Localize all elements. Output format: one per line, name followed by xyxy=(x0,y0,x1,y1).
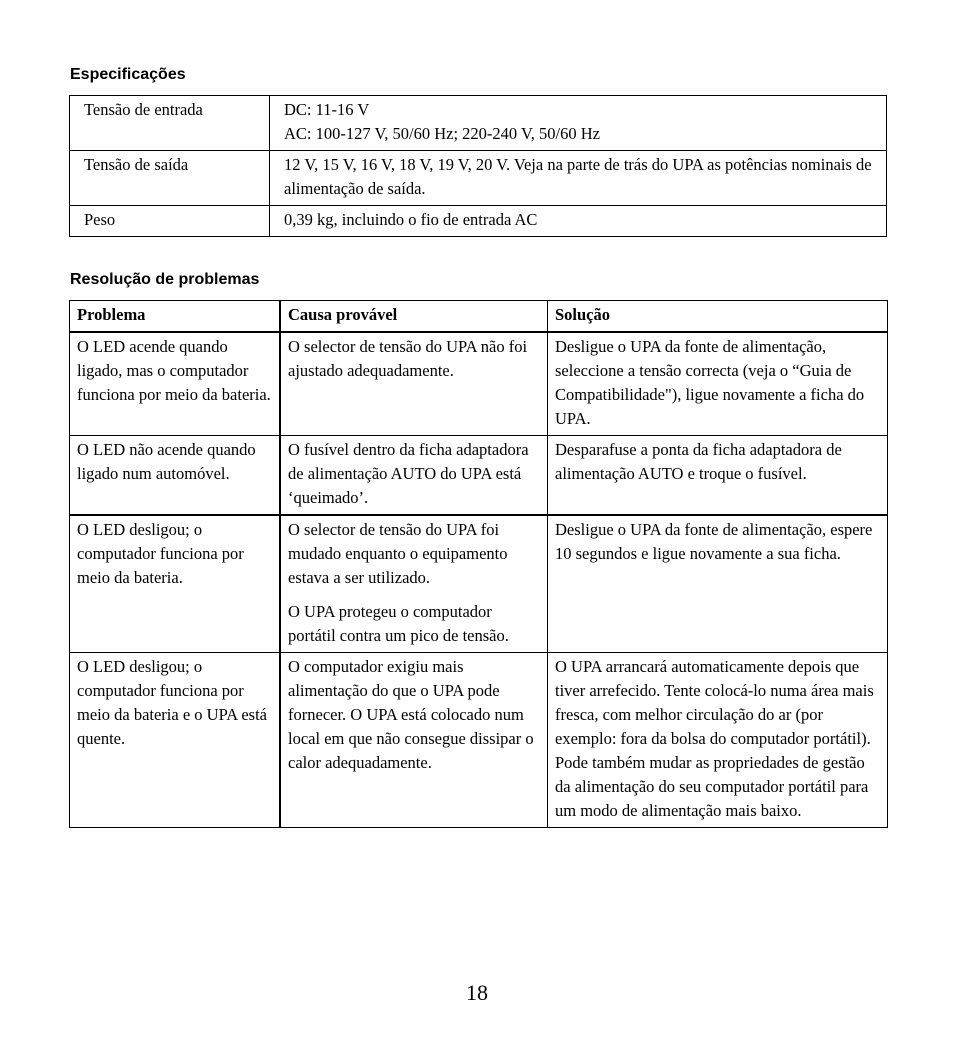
spec-label: Tensão de entrada xyxy=(70,96,270,151)
table-row xyxy=(70,151,887,206)
spec-value xyxy=(270,206,887,237)
table-row xyxy=(70,515,888,653)
cause-cell xyxy=(280,653,548,828)
problem-cell: O LED não acende quando ligado num automóvel. xyxy=(70,436,281,516)
problem-cell: O LED desligou; o computador funciona por meio da bateria. xyxy=(70,515,281,653)
page-number: 18 xyxy=(466,980,488,1005)
spec-value-line: DC: 11-16 V xyxy=(284,100,370,119)
cause-paragraph: O selector de tensão do UPA não foi ajustado adequadamente. xyxy=(288,337,528,380)
specifications-table xyxy=(69,95,887,237)
cause-paragraph: O selector de tensão do UPA foi mudado enquanto o equipamento estava a ser utilizado. xyxy=(288,520,508,587)
solution-cell: Desparafuse a ponta da ficha adaptadora de alimentação AUTO e troque o fusível. xyxy=(548,436,888,516)
solution-cell: Desligue o UPA da fonte de alimentação, espere 10 segundos e ligue novamente a sua ficha. xyxy=(548,515,888,653)
table-header-row xyxy=(70,301,888,333)
spec-label: Tensão de saída xyxy=(70,151,270,206)
table-row xyxy=(70,436,888,516)
cause-paragraph: O computador exigiu mais alimentação do que o UPA pode fornecer. O UPA está colocado num local em que não consegue dissipar o calor adequadamente. xyxy=(288,657,534,772)
table-row xyxy=(70,96,887,151)
cause-cell xyxy=(280,515,548,653)
spec-value-line: 0,39 kg, incluindo o fio de entrada AC xyxy=(284,210,538,229)
column-header-problem: Problema xyxy=(70,301,281,333)
spec-value-line: 12 V, 15 V, 16 V, 18 V, 19 V, 20 V. Veja na parte de trás do UPA as potências nominais de alimentação de saída. xyxy=(284,155,872,198)
problem-cell: O LED acende quando ligado, mas o computador funciona por meio da bateria. xyxy=(70,332,281,436)
spec-value xyxy=(270,151,887,206)
table-row xyxy=(70,332,888,436)
solution-cell: O UPA arrancará automaticamente depois que tiver arrefecido. Tente colocá-lo numa área mais fresca, com melhor circulação do ar (por exemplo: fora da bolsa do computador portátil). Pode também mudar as propriedades de gestão da alimentação do seu computador portátil para um modo de alimentação mais baixo. xyxy=(548,653,888,828)
problem-cell: O LED desligou; o computador funciona por meio da bateria e o UPA está quente. xyxy=(70,653,281,828)
cause-cell xyxy=(280,436,548,516)
cause-paragraph: O fusível dentro da ficha adaptadora de alimentação AUTO do UPA está ‘queimado’. xyxy=(288,440,529,507)
troubleshooting-heading: Resolução de problemas xyxy=(70,271,260,288)
cause-cell xyxy=(280,332,548,436)
column-header-cause: Causa provável xyxy=(280,301,548,333)
spec-value xyxy=(270,96,887,151)
spec-value-line: AC: 100-127 V, 50/60 Hz; 220-240 V, 50/60 Hz xyxy=(284,124,600,143)
column-header-solution: Solução xyxy=(548,301,888,333)
cause-paragraph: O UPA protegeu o computador portátil contra um pico de tensão. xyxy=(288,602,509,645)
specifications-heading: Especificações xyxy=(70,66,186,83)
table-row xyxy=(70,206,887,237)
troubleshooting-table xyxy=(69,300,888,828)
solution-cell: Desligue o UPA da fonte de alimentação, seleccione a tensão correcta (veja o “Guia de Compatibilidade"), ligue novamente a ficha do UPA. xyxy=(548,332,888,436)
table-row xyxy=(70,653,888,828)
spec-label: Peso xyxy=(70,206,270,237)
